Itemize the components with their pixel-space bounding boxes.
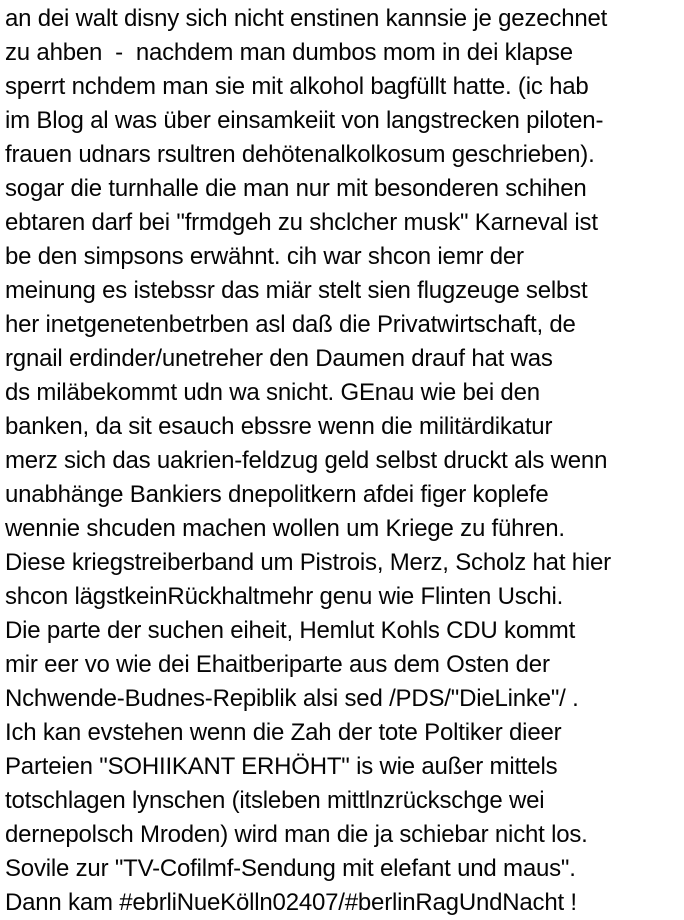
text-line: Parteien "SOHIIKANT ERHÖHT" is wie außer mittels [5, 753, 558, 780]
text-line: dernepolsch Mroden) wird man die ja schiebar nicht los. [5, 821, 588, 848]
text-line: meinung es istebssr das miär stelt sien flugzeuge selbst [5, 277, 588, 304]
text-line: im Blog al was über einsamkeiit von langstrecken piloten- [5, 107, 604, 134]
text-line: wennie shcuden machen wollen um Kriege zu führen. [5, 515, 565, 542]
text-line: her inetgenetenbetrben asl daß die Privatwirtschaft, de [5, 311, 576, 338]
text-line: zu ahben - nachdem man dumbos mom in dei klapse [5, 39, 573, 66]
text-line: Dann kam #ebrliNueKölln02407/#berlinRagUndNacht ! [5, 889, 577, 916]
document-body [5, 2, 684, 920]
text-line: shcon lägstkeinRückhaltmehr genu wie Flinten Uschi. [5, 583, 564, 610]
text-line: Sovile zur "TV-Cofilmf-Sendung mit elefant und maus". [5, 855, 576, 882]
text-line: an dei walt disny sich nicht enstinen kannsie je gezechnet [5, 5, 608, 32]
text-line: sogar die turnhalle die man nur mit besonderen schihen [5, 175, 587, 202]
text-line: frauen udnars rsultren dehötenalkolkosum geschrieben). [5, 141, 595, 168]
text-line: be den simpsons erwähnt. cih war shcon iemr der [5, 243, 524, 270]
text-line: merz sich das uakrien-feldzug geld selbst druckt als wenn [5, 447, 608, 474]
text-line: Diese kriegstreiberband um Pistrois, Merz, Scholz hat hier [5, 549, 611, 576]
text-line: rgnail erdinder/unetreher den Daumen drauf hat was [5, 345, 553, 372]
text-line: unabhänge Bankiers dnepolitkern afdei figer koplefe [5, 481, 549, 508]
text-line: sperrt nchdem man sie mit alkohol bagfüllt hatte. (ic hab [5, 73, 589, 100]
text-line: mir eer vo wie dei Ehaitberiparte aus dem Osten der [5, 651, 550, 678]
text-line: Nchwende-Budnes-Repiblik alsi sed /PDS/"DieLinke"/ . [5, 685, 579, 712]
text-line: banken, da sit esauch ebssre wenn die militärdikatur [5, 413, 553, 440]
text-line: Ich kan evstehen wenn die Zah der tote Poltiker dieer [5, 719, 562, 746]
text-line: ebtaren darf bei "frmdgeh zu shclcher musk" Karneval ist [5, 209, 598, 236]
text-line: totschlagen lynschen (itsleben mittlnzrückschge wei [5, 787, 545, 814]
text-line: ds miläbekommt udn wa snicht. GEnau wie bei den [5, 379, 540, 406]
text-line: Die parte der suchen eiheit, Hemlut Kohls CDU kommt [5, 617, 576, 644]
